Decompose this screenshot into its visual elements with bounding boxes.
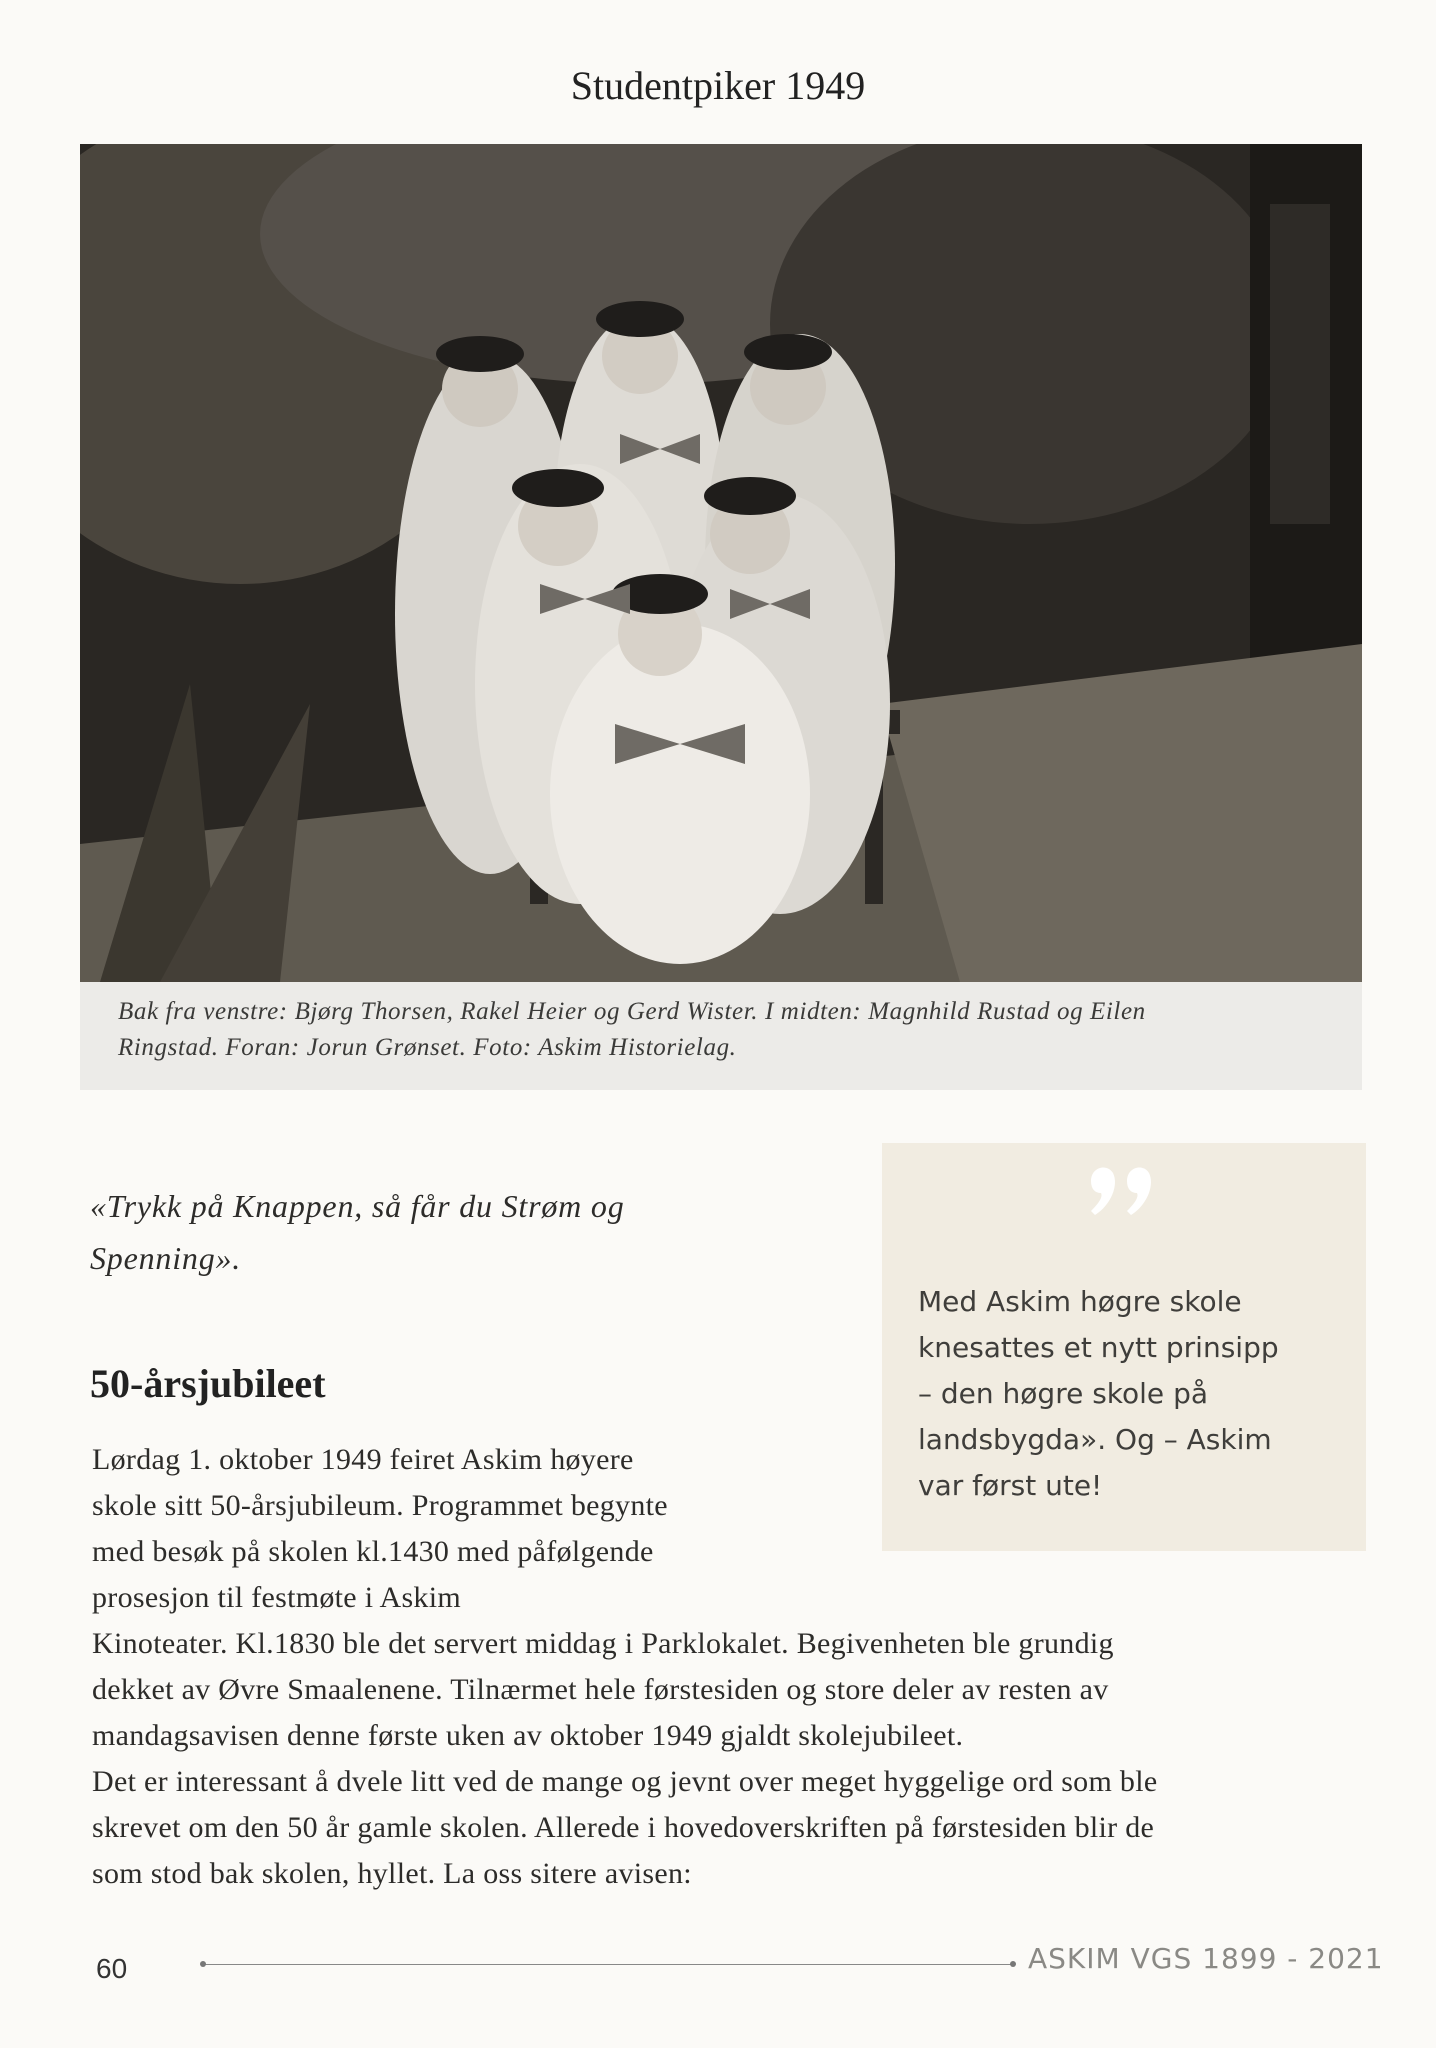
- body-line: prosesjon til festmøte i Askim: [92, 1581, 461, 1614]
- body-line: dekket av Øvre Smaalenene. Tilnærmet hele førstesiden og store deler av resten av: [92, 1673, 1109, 1706]
- body-line: skole sitt 50-årsjubileum. Programmet begynte: [92, 1489, 668, 1522]
- page-number: 60: [96, 1953, 128, 1984]
- caption-line: Bak fra venstre: Bjørg Thorsen, Rakel Heier og Gerd Wister. I midten: Magnhild Rustad og Eilen: [118, 998, 1146, 1025]
- body-line: som stod bak skolen, hyllet. La oss sitere avisen:: [92, 1857, 692, 1890]
- pull-quote-line: var først ute!: [918, 1469, 1103, 1502]
- body-line: mandagsavisen denne første uken av oktober 1949 gjaldt skolejubileet.: [92, 1719, 964, 1752]
- photo-illustration: [80, 144, 1362, 982]
- page-title: Studentpiker 1949: [570, 63, 866, 108]
- footer-rule: [204, 1964, 1012, 1965]
- body-line: Lørdag 1. oktober 1949 feiret Askim høyere: [92, 1443, 634, 1476]
- slogan-quote: [90, 1180, 730, 1284]
- pull-quote-line: knesattes et nytt prinsipp: [918, 1331, 1279, 1364]
- photo-caption: [80, 982, 1362, 1090]
- slogan-line: «Trykk på Knappen, så får du Strøm og: [90, 1188, 625, 1224]
- body-line: Kinoteater. Kl.1830 ble det servert middag i Parklokalet. Begivenheten ble grundig: [92, 1627, 1114, 1660]
- body-paragraph: [92, 1437, 1157, 1897]
- body-line: Det er interessant å dvele litt ved de mange og jevnt over meget hyggelige ord som ble: [92, 1765, 1158, 1798]
- caption-line: Ringstad. Foran: Jorun Grønset. Foto: Askim Historielag.: [118, 1034, 737, 1061]
- body-line: med besøk på skolen kl.1430 med påfølgende: [92, 1535, 654, 1568]
- section-heading: 50-årsjubileet: [90, 1361, 326, 1406]
- body-line: skrevet om den 50 år gamle skolen. Allerede i hovedoverskriften på førstesiden blir de: [92, 1811, 1155, 1844]
- quote-mark-icon: [1077, 1151, 1167, 1241]
- slogan-line: Spenning».: [90, 1240, 242, 1276]
- pull-quote-line: landsbygda». Og – Askim: [918, 1423, 1272, 1456]
- group-photo: [80, 144, 1362, 982]
- pull-quote-line: – den høgre skole på: [918, 1377, 1208, 1410]
- running-title: ASKIM VGS 1899 - 2021: [1028, 1942, 1384, 1975]
- pull-quote-line: Med Askim høgre skole: [918, 1285, 1242, 1318]
